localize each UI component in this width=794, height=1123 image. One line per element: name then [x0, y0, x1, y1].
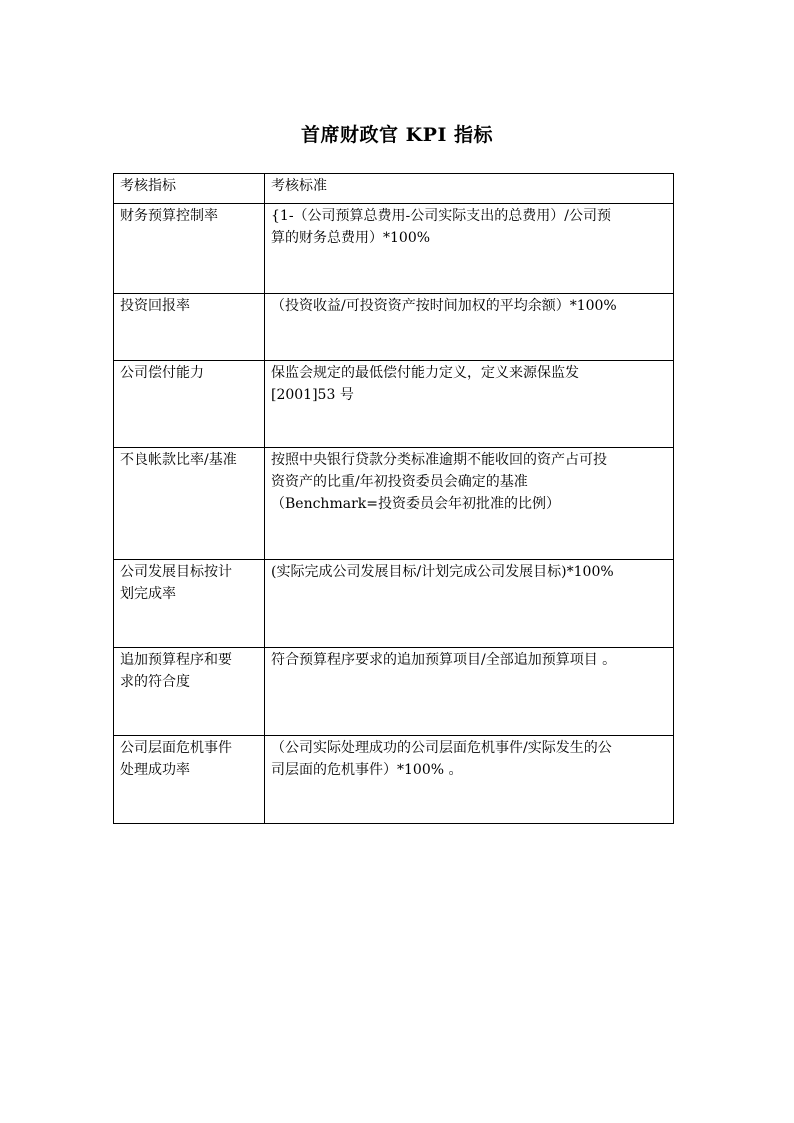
standard-text: （Benchmark=投资委员会年初批准的比例） — [271, 496, 560, 512]
indicator-text: 公司发展目标按计 — [120, 564, 232, 580]
standard-cell — [265, 294, 674, 361]
page-title: 首席财政官 KPI 指标 — [301, 124, 493, 146]
table-row — [114, 648, 674, 736]
indicator-cell — [114, 361, 265, 448]
table-row — [114, 294, 674, 361]
standard-text: 司层面的危机事件）*100% 。 — [271, 762, 463, 778]
indicator-text: 投资回报率 — [120, 298, 190, 314]
standard-text: 符合预算程序要求的追加预算项目/全部追加预算项目 。 — [271, 652, 617, 668]
indicator-text: 求的符合度 — [120, 674, 190, 690]
standard-cell — [265, 648, 674, 736]
standard-cell — [265, 560, 674, 648]
indicator-cell — [114, 448, 265, 560]
indicator-text: 划完成率 — [120, 586, 176, 602]
table-row — [114, 560, 674, 648]
header-standard: 考核标准 — [265, 174, 674, 204]
indicator-text: 追加预算程序和要 — [120, 652, 232, 668]
header-indicator: 考核指标 — [114, 174, 265, 204]
table-row — [114, 448, 674, 560]
indicator-cell — [114, 204, 265, 294]
indicator-cell — [114, 294, 265, 361]
indicator-text: 处理成功率 — [120, 762, 190, 778]
indicator-cell — [114, 560, 265, 648]
standard-cell — [265, 448, 674, 560]
standard-text: [2001]53 号 — [271, 387, 354, 403]
kpi-table — [113, 173, 674, 824]
standard-text: (实际完成公司发展目标/计划完成公司发展目标)*100% — [271, 564, 614, 580]
standard-text: （投资收益/可投资资产按时间加权的平均余额）*100% — [271, 298, 617, 314]
standard-text: 算的财务总费用）*100% — [271, 230, 431, 246]
table-row — [114, 736, 674, 824]
table-row — [114, 204, 674, 294]
standard-text: 按照中央银行贷款分类标准逾期不能收回的资产占可投 — [271, 452, 607, 468]
standard-text: {1-（公司预算总费用-公司实际支出的总费用）/公司预 — [271, 208, 611, 224]
standard-cell — [265, 361, 674, 448]
standard-cell — [265, 204, 674, 294]
indicator-cell — [114, 648, 265, 736]
indicator-cell — [114, 736, 265, 824]
indicator-text: 公司偿付能力 — [120, 365, 204, 381]
table-header-row — [114, 174, 674, 204]
standard-text: 保监会规定的最低偿付能力定义，定义来源保监发 — [271, 365, 579, 381]
indicator-text: 不良帐款比率/基准 — [120, 452, 237, 468]
standard-cell — [265, 736, 674, 824]
table-row — [114, 361, 674, 448]
indicator-text: 财务预算控制率 — [120, 208, 218, 224]
standard-text: 资资产的比重/年初投资委员会确定的基准 — [271, 474, 528, 490]
standard-text: （公司实际处理成功的公司层面危机事件/实际发生的公 — [271, 740, 612, 756]
indicator-text: 公司层面危机事件 — [120, 740, 232, 756]
